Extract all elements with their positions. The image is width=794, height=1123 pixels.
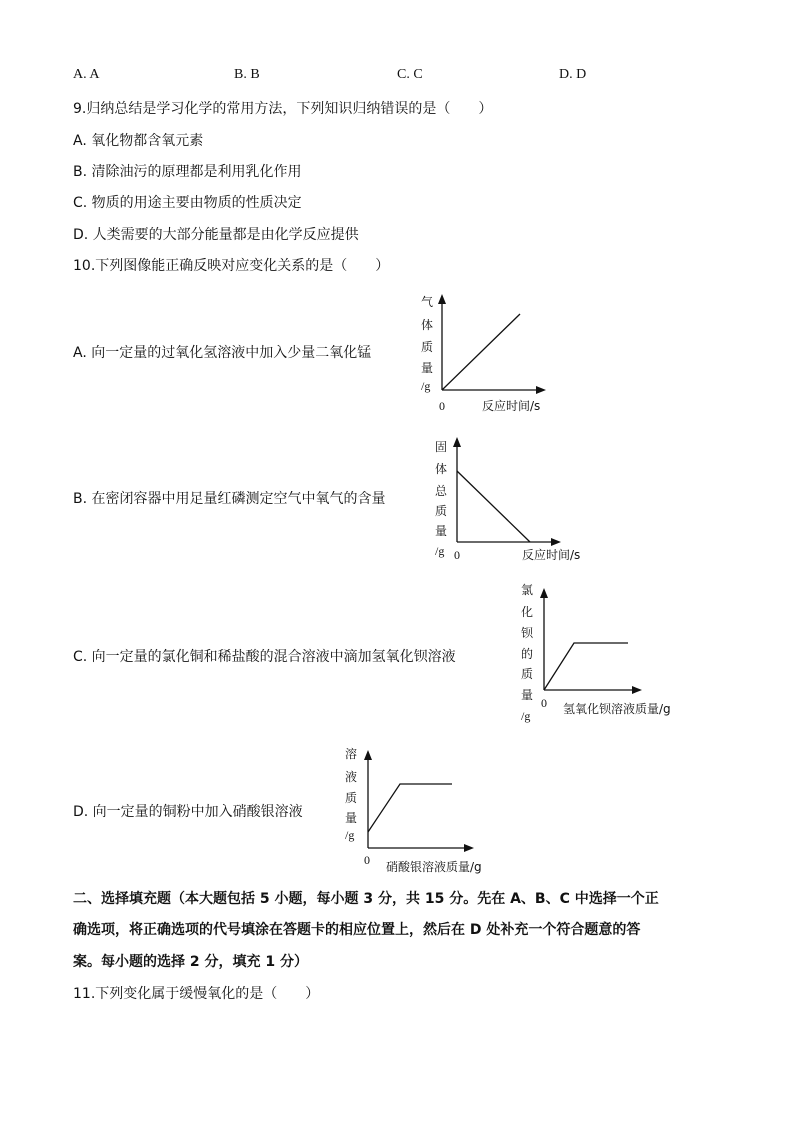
graph-c-ylabel-char: 质 [521,667,534,681]
graph-c-ylabel-char: 的 [521,647,534,661]
graph-d-x-arrow [464,844,474,852]
q8-option-c: C. C [397,67,423,82]
graph-b-x-arrow [551,538,561,546]
graph-c-ylabel-char: 氯 [521,583,534,597]
graph-a-x-arrow [536,386,546,394]
graph-b-curve [457,471,530,542]
graph-d-origin: 0 [364,853,370,867]
graph-a-ylabel-char: 体 [421,318,434,332]
graph-d-curve [368,784,452,832]
graph-a-ylabel-char: 气 [421,295,434,309]
graph-b-ylabel-char: 量 [435,524,448,538]
graph-a-curve [442,314,520,390]
graph-a-yunit: /g [421,379,431,393]
graph-c-ylabel-char: 化 [521,605,534,619]
q11-stem: 11.下列变化属于缓慢氧化的是（ ） [73,986,320,1002]
q8-option-b: B. B [234,67,260,82]
graph-d-ylabel-char: 质 [345,791,358,805]
graph-d-y-arrow [364,750,372,760]
graph-b-origin: 0 [454,548,460,562]
section2-heading-line2: 确选项，将正确选项的代号填涂在答题卡的相应位置上，然后在 D 处补充一个符合题意的答 [73,922,641,938]
q9-option-d: D. 人类需要的大部分能量都是由化学反应提供 [73,227,359,243]
graph-c-origin: 0 [541,696,547,710]
graph-b-xlabel: 反应时间/s [522,548,581,562]
q9-stem: 9.归纳总结是学习化学的常用方法，下列知识归纳错误的是（ ） [73,101,493,117]
graph-b-ylabel-char: 质 [435,504,448,518]
graph-c-x-arrow [632,686,642,694]
graph-a-origin: 0 [439,399,445,413]
q10-option-c-text: C. 向一定量的氯化铜和稀盐酸的混合溶液中滴加氢氧化钡溶液 [73,649,456,665]
graph-b-y-arrow [453,437,461,447]
graph-b-ylabel-char: 体 [435,462,448,476]
q9-option-b: B. 清除油污的原理都是利用乳化作用 [73,164,302,180]
q10-option-d-graph [340,740,510,878]
graph-c-xlabel: 氢氧化钡溶液质量/g [563,702,671,716]
graph-c-curve [544,643,628,690]
graph-c-ylabel-char: 量 [521,688,534,702]
graph-a-ylabel-char: 质 [421,340,434,354]
q10-option-a-text: A. 向一定量的过氧化氢溶液中加入少量二氧化锰 [73,345,372,361]
graph-a-y-arrow [438,294,446,304]
graph-b-ylabel-char: 固 [435,440,448,454]
q8-option-a: A. A [73,67,100,82]
q10-option-b-text: B. 在密闭容器中用足量红磷测定空气中氧气的含量 [73,491,386,507]
q10-option-a-graph [414,288,584,416]
section2-heading-line1: 二、选择填充题（本大题包括 5 小题，每小题 3 分，共 15 分。先在 A、B、C 中选择一个正 [73,891,659,907]
q10-option-b-graph [430,433,596,565]
graph-b-yunit: /g [435,544,445,558]
graph-c-yunit: /g [521,709,531,723]
q9-option-c: C. 物质的用途主要由物质的性质决定 [73,195,302,211]
graph-a-ylabel-char: 量 [421,361,434,375]
q10-option-d-text: D. 向一定量的铜粉中加入硝酸银溶液 [73,804,303,820]
graph-d-xlabel: 硝酸银溶液质量/g [386,860,482,874]
graph-c-y-arrow [540,588,548,598]
section2-heading-line3: 案。每小题的选择 2 分，填充 1 分） [73,954,308,970]
graph-d-yunit: /g [345,828,355,842]
graph-d-ylabel-char: 量 [345,811,358,825]
q9-option-a: A. 氧化物都含氧元素 [73,133,204,149]
q10-option-c-graph [516,578,694,728]
graph-b-ylabel-char: 总 [435,484,448,498]
graph-c-ylabel-char: 钡 [521,626,534,640]
graph-d-ylabel-char: 液 [345,770,358,784]
q10-stem: 10.下列图像能正确反映对应变化关系的是（ ） [73,258,390,274]
q8-option-d: D. D [559,67,587,82]
graph-d-ylabel-char: 溶 [345,747,358,761]
graph-a-xlabel: 反应时间/s [482,399,541,413]
